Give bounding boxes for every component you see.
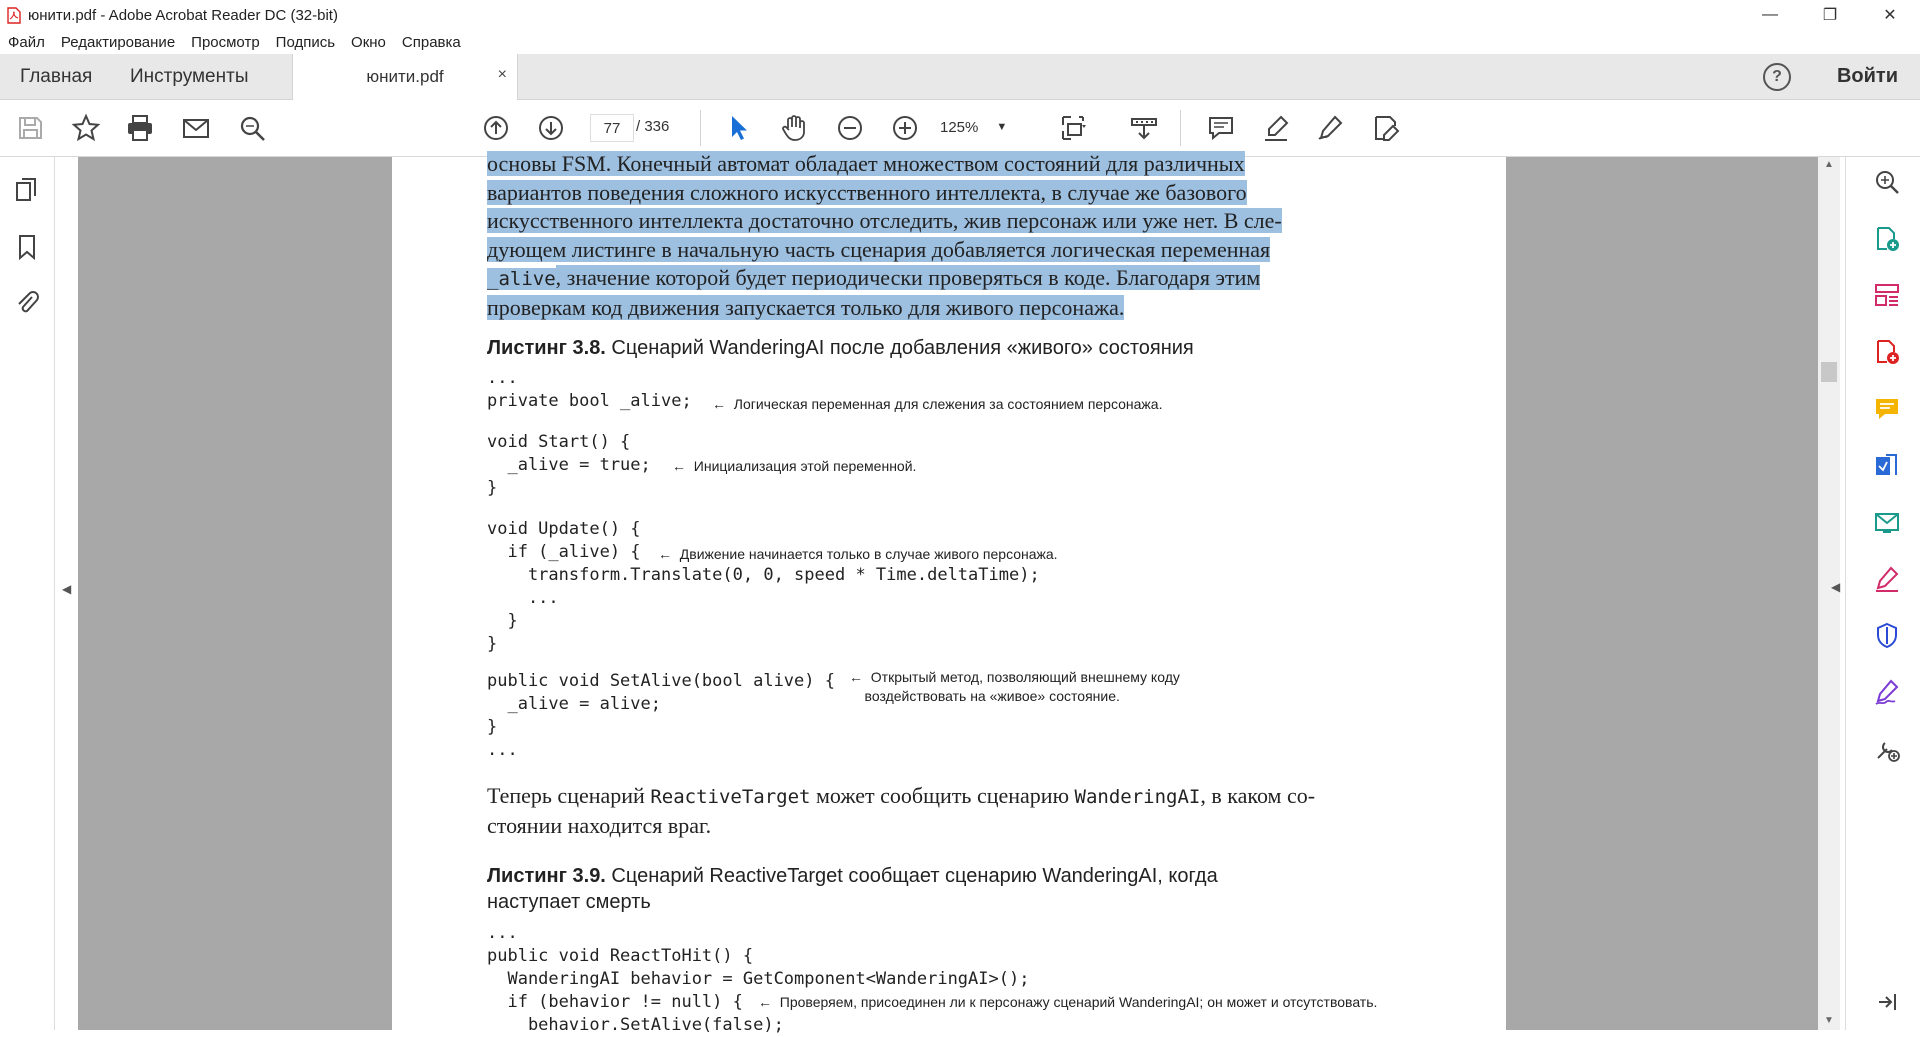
text-fragment: может сообщить сценарию <box>815 783 1070 808</box>
code-annotation: ← Открытый метод, позволяющий внешнему коду воздействовать на «живое» состояние. <box>849 669 1180 704</box>
code-block: } <box>487 478 498 498</box>
code-block: void Start() { _alive = true; <box>487 432 651 475</box>
listing-title: Сценарий WanderingAI после добавления «живого» состояния <box>605 337 1194 359</box>
menu-view[interactable]: Просмотр <box>191 33 260 51</box>
zoom-in-icon[interactable] <box>889 112 921 144</box>
menu-bar <box>0 30 1920 54</box>
tab-document-label: юнити.pdf <box>366 67 444 86</box>
certificate-sign-icon[interactable] <box>1872 677 1902 707</box>
close-tab-icon[interactable]: × <box>497 66 507 83</box>
export-pdf-icon[interactable] <box>1872 337 1902 367</box>
code-block: behavior.SetAlive(false); <box>487 1015 784 1035</box>
paragraph-selected: основы FSM. Конечный автомат обладает множеством состояний для различных вариантов поведения сложного искусственного интеллекта, в случае же базового искусственного интеллекта достаточно отследить, жив персонаж или уже нет. В сле- дующем листинге в начальную часть сценария добавляется логическая переменная _alive, значение которой будет периодически проверяться в коде. Благодаря этим проверкам код движения запускается только для живого персонажа. <box>487 151 1282 320</box>
zoom-level-select[interactable] <box>940 114 1020 140</box>
menu-sign[interactable]: Подпись <box>275 33 336 51</box>
zoom-out-icon[interactable] <box>834 112 866 144</box>
text-line: вариантов поведения сложного искусственного интеллекта, в случае же базового <box>487 179 1247 205</box>
maximize-icon: ❐ <box>1822 7 1838 24</box>
maximize-button[interactable] <box>1800 0 1860 30</box>
bookmark-icon[interactable] <box>12 232 42 262</box>
code-annotation: ← Инициализация этой переменной. <box>672 458 917 474</box>
zoom-search-icon[interactable] <box>1872 167 1902 197</box>
listing-number: Листинг 3.9. <box>487 865 606 887</box>
create-pdf-icon[interactable] <box>1872 224 1902 254</box>
login-button[interactable]: Войти <box>1836 65 1898 87</box>
collapse-right-icon[interactable]: ◀ <box>1831 580 1841 594</box>
code-annotation: ← Логическая переменная для слежения за состоянием персонажа. <box>712 396 1163 412</box>
page-fit-icon[interactable] <box>1058 112 1090 144</box>
read-mode-icon[interactable] <box>1128 112 1160 144</box>
text-line: искусственного интеллекта достаточно отследить, жив персонаж или уже нет. В сле- <box>487 208 1282 233</box>
text-fragment: Теперь сценарий <box>487 783 645 808</box>
paragraph <box>487 782 1397 840</box>
collapse-tools-icon[interactable] <box>1872 987 1902 1017</box>
inline-code: WanderingAI <box>1074 786 1201 808</box>
tab-document[interactable] <box>292 54 518 100</box>
text-line: дующем листинге в начальную часть сценария добавляется логическая переменная <box>487 236 1271 262</box>
menu-help[interactable]: Справка <box>401 33 461 51</box>
minimize-button[interactable] <box>1740 0 1800 30</box>
scrollbar-thumb[interactable] <box>1821 362 1837 382</box>
collapse-left-icon[interactable]: ◀ <box>62 582 72 596</box>
scroll-down-icon[interactable]: ▼ <box>1824 1015 1834 1026</box>
title-bar <box>0 0 1920 30</box>
tab-tools[interactable]: Инструменты <box>130 65 249 87</box>
text-line: значение которой будет периодически проверяться в коде. Благодаря этим <box>566 265 1261 290</box>
code-annotation: ← Движение начинается только в случае живого персонажа. <box>658 546 1058 562</box>
left-navigation-panel <box>0 157 55 1030</box>
tab-bar <box>0 54 1920 100</box>
window-title: юнити.pdf - Adobe Acrobat Reader DC (32-bit) <box>28 6 338 24</box>
select-cursor-icon[interactable] <box>722 112 754 144</box>
code-block: void Update() { if (_alive) { <box>487 519 641 562</box>
close-window-button[interactable] <box>1860 0 1920 30</box>
code-block: public void SetAlive(bool alive) { _alive = alive; } ... <box>487 671 835 760</box>
organize-pages-icon[interactable] <box>1872 280 1902 310</box>
code-block: ... public void ReactToHit() { WanderingAI behavior = GetComponent<WanderingAI>(); if (behavior != null) { <box>487 923 1030 1012</box>
minimize-icon: — <box>1762 6 1778 23</box>
code-block: transform.Translate(0, 0, speed * Time.deltaTime); ... } } <box>487 565 1040 654</box>
star-bookmark-icon[interactable] <box>70 112 102 144</box>
listing-title: Сценарий ReactiveTarget сообщает сценарию WanderingAI, когда <box>605 865 1218 887</box>
email-icon[interactable] <box>180 112 212 144</box>
help-icon[interactable]: ? <box>1763 63 1791 91</box>
zoom-level-value: 125% <box>940 118 979 136</box>
menu-edit[interactable]: Редактирование <box>60 33 176 51</box>
text-line: проверкам код движения запускается только для живого персонажа. <box>487 294 1125 320</box>
search-icon[interactable] <box>236 112 268 144</box>
next-page-icon[interactable] <box>535 112 567 144</box>
page-number-input[interactable]: 77 <box>590 114 634 142</box>
chevron-down-icon: ▼ <box>996 121 1008 133</box>
listing-number: Листинг 3.8. <box>487 337 606 359</box>
code-annotation: ← Проверяем, присоединен ли к персонажу сценарий WanderingAI; он может и отсутствовать. <box>758 994 1378 1010</box>
inline-code: _alive <box>487 268 556 290</box>
send-for-review-icon[interactable] <box>1872 507 1902 537</box>
attachment-icon[interactable] <box>12 287 42 317</box>
print-icon[interactable] <box>124 112 156 144</box>
text-line: основы FSM. Конечный автомат обладает множеством состояний для различных <box>487 151 1245 176</box>
more-tools-icon[interactable] <box>1872 734 1902 764</box>
save-icon[interactable] <box>14 112 46 144</box>
toolbar-divider <box>700 110 701 146</box>
toolbar <box>0 100 1920 157</box>
menu-file[interactable]: Файл <box>8 33 45 51</box>
code-block: ... private bool _alive; <box>487 368 692 411</box>
menu-window[interactable]: Окно <box>351 33 386 51</box>
tab-home[interactable]: Главная <box>20 65 93 87</box>
protect-icon[interactable] <box>1872 620 1902 650</box>
page-total: / 336 <box>636 118 670 135</box>
close-icon: ✕ <box>1883 7 1897 24</box>
comment-tool-icon[interactable] <box>1872 394 1902 424</box>
inline-code: ReactiveTarget <box>650 786 811 808</box>
text-fragment: , в каком со- <box>1200 783 1316 808</box>
hand-tool-icon[interactable] <box>778 112 810 144</box>
listing-caption <box>487 863 1218 915</box>
right-tools-panel <box>1845 157 1921 1030</box>
highlight-pen-icon[interactable] <box>1260 112 1292 144</box>
page-thumbnails-icon[interactable] <box>12 175 42 205</box>
edit-pdf-icon[interactable] <box>1370 112 1402 144</box>
convert-pdf-icon[interactable] <box>1872 451 1902 481</box>
listing-caption <box>487 337 1194 360</box>
previous-page-icon[interactable] <box>480 112 512 144</box>
listing-title-cont: наступает смерть <box>487 891 651 913</box>
text-line: стоянии находится враг. <box>487 812 712 838</box>
comment-icon[interactable] <box>1205 112 1237 144</box>
fill-sign-icon[interactable] <box>1315 112 1347 144</box>
fill-and-sign-icon[interactable] <box>1872 564 1902 594</box>
left-collapse-strip <box>55 157 78 1030</box>
scroll-up-icon[interactable]: ▲ <box>1824 159 1834 170</box>
pdf-file-icon <box>7 7 21 24</box>
toolbar-divider <box>1180 110 1181 146</box>
